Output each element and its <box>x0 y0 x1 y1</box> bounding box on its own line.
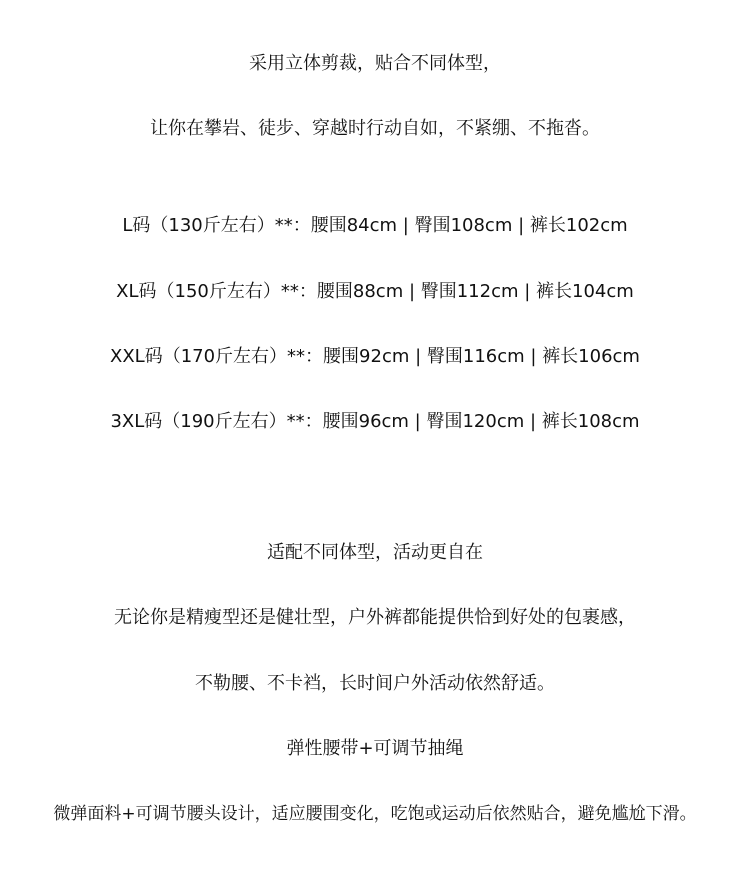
fit-intro-line: 采用立体剪裁，贴合不同体型， <box>249 53 501 74</box>
waistband-detail: 微弹面料+可调节腰头设计，适应腰围变化，吃饱或运动后依然贴合，避免尴尬下滑。 <box>53 804 697 824</box>
waistband-heading: 弹性腰带+可调节抽绳 <box>286 738 464 759</box>
size-row-3xl: 3XL码（190斤左右）**：腰围96cm | 臀围120cm | 裤长108cm <box>110 411 640 432</box>
fit-intro-detail: 让你在攀岩、徒步、穿越时行动自如，不紧绷、不拖沓。 <box>150 118 600 139</box>
fit-detail-line-2: 不勒腰、不卡裆，长时间户外活动依然舒适。 <box>195 673 555 694</box>
fit-detail-line-1: 无论你是精瘦型还是健壮型，户外裤都能提供恰到好处的包裹感， <box>114 607 636 628</box>
size-row-l: L码（130斤左右）**：腰围84cm | 臀围108cm | 裤长102cm <box>122 215 628 236</box>
size-row-xxl: XXL码（170斤左右）**：腰围92cm | 臀围116cm | 裤长106cm <box>110 346 640 367</box>
fit-heading: 适配不同体型，活动更自在 <box>267 542 483 563</box>
size-row-xl: XL码（150斤左右）**：腰围88cm | 臀围112cm | 裤长104cm <box>116 281 634 302</box>
